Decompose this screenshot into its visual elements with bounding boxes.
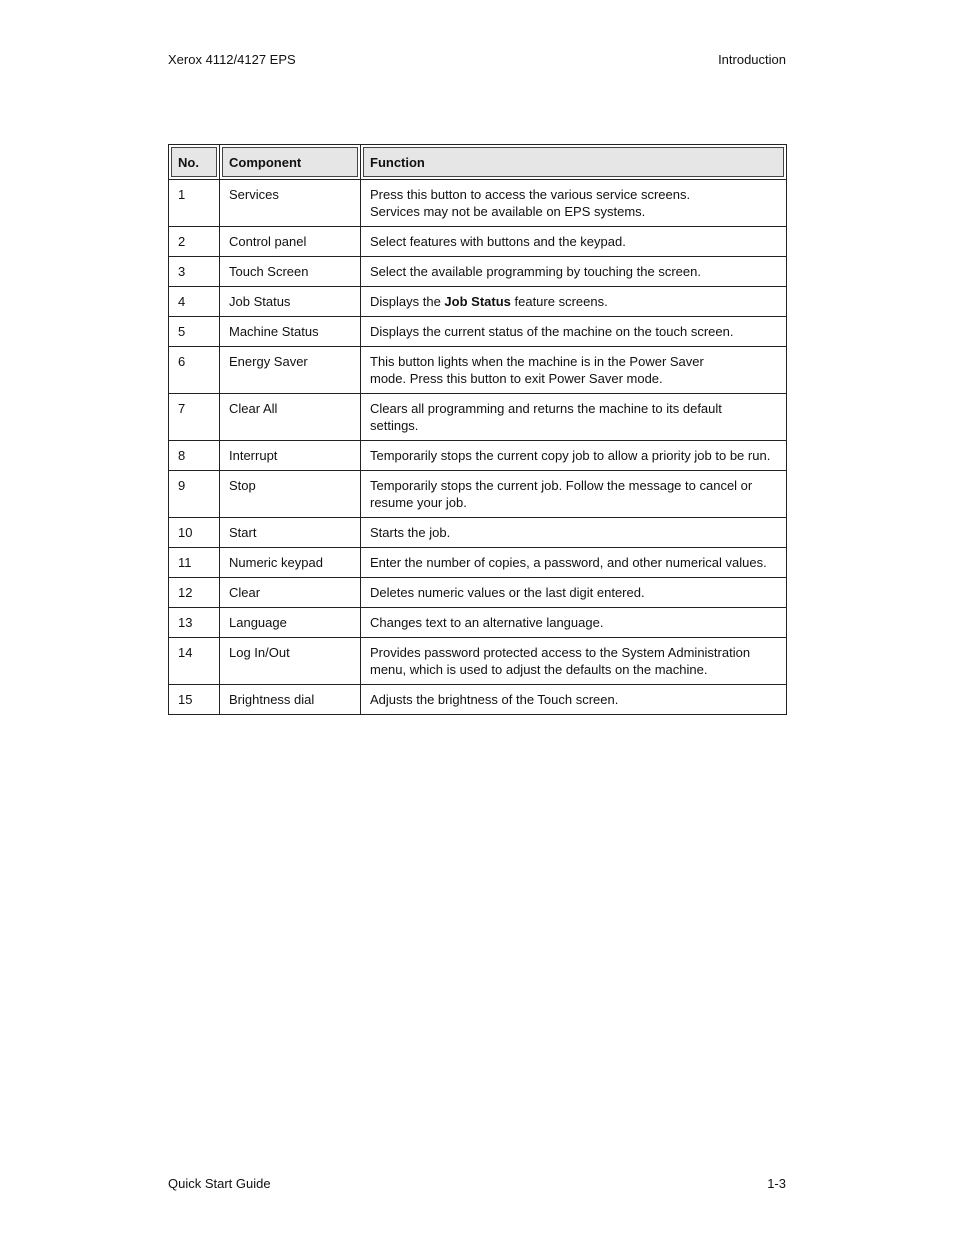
table-header xyxy=(169,145,787,180)
component-name: Job Status xyxy=(220,287,361,317)
component-name: Interrupt xyxy=(220,441,361,471)
component-name: Clear xyxy=(220,578,361,608)
table-row xyxy=(169,471,787,518)
function-line: Displays the current status of the machine on the touch screen. xyxy=(370,324,734,339)
function-description xyxy=(361,287,787,317)
table-row xyxy=(169,608,787,638)
row-number: 2 xyxy=(169,227,220,257)
function-line: resume your job. xyxy=(370,495,467,510)
row-number: 1 xyxy=(169,180,220,227)
header-doc-title: Xerox 4112/4127 EPS xyxy=(168,52,296,67)
row-number: 10 xyxy=(169,518,220,548)
page-number: 1-3 xyxy=(767,1176,786,1191)
function-description xyxy=(361,518,787,548)
row-number: 14 xyxy=(169,638,220,685)
component-name: Clear All xyxy=(220,394,361,441)
row-number: 4 xyxy=(169,287,220,317)
component-name: Energy Saver xyxy=(220,347,361,394)
function-line: Temporarily stops the current job. Follow the message to cancel or xyxy=(370,478,753,493)
component-name: Touch Screen xyxy=(220,257,361,287)
column-header-function: Function xyxy=(361,145,787,180)
table-row xyxy=(169,317,787,347)
table-row xyxy=(169,441,787,471)
function-line: Provides password protected access to the System Administration xyxy=(370,645,751,660)
row-number: 9 xyxy=(169,471,220,518)
function-line: Services may not be available on EPS systems. xyxy=(370,204,646,219)
function-line: Temporarily stops the current copy job to allow a priority job to be run. xyxy=(370,448,771,463)
function-text: Displays the xyxy=(370,294,445,309)
component-name: Stop xyxy=(220,471,361,518)
function-line: Select features with buttons and the keypad. xyxy=(370,234,626,249)
function-description xyxy=(361,608,787,638)
function-line: settings. xyxy=(370,418,419,433)
row-number: 3 xyxy=(169,257,220,287)
component-name: Numeric keypad xyxy=(220,548,361,578)
page-header xyxy=(168,52,786,67)
function-description xyxy=(361,441,787,471)
function-description xyxy=(361,578,787,608)
row-number: 13 xyxy=(169,608,220,638)
function-emphasis: Job Status xyxy=(444,294,511,309)
function-text: feature screens. xyxy=(510,294,608,309)
table-row xyxy=(169,347,787,394)
row-number: 5 xyxy=(169,317,220,347)
column-header-no: No. xyxy=(169,145,220,180)
table-body xyxy=(169,180,787,715)
table-row xyxy=(169,518,787,548)
row-number: 6 xyxy=(169,347,220,394)
function-description xyxy=(361,257,787,287)
component-name: Start xyxy=(220,518,361,548)
function-line: This button lights when the machine is in the Power Saver xyxy=(370,354,704,369)
components-table xyxy=(168,144,786,715)
row-number: 11 xyxy=(169,548,220,578)
function-description xyxy=(361,317,787,347)
row-number: 8 xyxy=(169,441,220,471)
table-row xyxy=(169,638,787,685)
table-row xyxy=(169,578,787,608)
function-line: Clears all programming and returns the machine to its default xyxy=(370,401,722,416)
table-row xyxy=(169,227,787,257)
function-line: Enter the number of copies, a password, and other numerical values. xyxy=(370,555,767,570)
header-section-title: Introduction xyxy=(718,52,786,67)
component-name: Language xyxy=(220,608,361,638)
table-row xyxy=(169,287,787,317)
function-line: Adjusts the brightness of the Touch screen. xyxy=(370,692,619,707)
function-line: menu, which is used to adjust the defaults on the machine. xyxy=(370,662,708,677)
function-description xyxy=(361,638,787,685)
function-description xyxy=(361,394,787,441)
function-description xyxy=(361,685,787,715)
component-name: Control panel xyxy=(220,227,361,257)
footer-guide-name: Quick Start Guide xyxy=(168,1176,271,1191)
page-footer xyxy=(168,1176,786,1191)
component-name: Brightness dial xyxy=(220,685,361,715)
function-description xyxy=(361,471,787,518)
function-description xyxy=(361,180,787,227)
function-line: Deletes numeric values or the last digit entered. xyxy=(370,585,645,600)
function-description xyxy=(361,548,787,578)
table-row xyxy=(169,548,787,578)
column-header-component: Component xyxy=(220,145,361,180)
table-row xyxy=(169,394,787,441)
function-line: mode. Press this button to exit Power Saver mode. xyxy=(370,371,663,386)
function-line: Changes text to an alternative language. xyxy=(370,615,604,630)
function-line: Select the available programming by touching the screen. xyxy=(370,264,701,279)
component-name: Services xyxy=(220,180,361,227)
table-row xyxy=(169,685,787,715)
function-line: Starts the job. xyxy=(370,525,451,540)
row-number: 12 xyxy=(169,578,220,608)
component-name: Machine Status xyxy=(220,317,361,347)
table-row xyxy=(169,180,787,227)
function-description xyxy=(361,227,787,257)
component-name: Log In/Out xyxy=(220,638,361,685)
function-line: Press this button to access the various service screens. xyxy=(370,187,691,202)
table-row xyxy=(169,257,787,287)
row-number: 15 xyxy=(169,685,220,715)
function-description xyxy=(361,347,787,394)
row-number: 7 xyxy=(169,394,220,441)
